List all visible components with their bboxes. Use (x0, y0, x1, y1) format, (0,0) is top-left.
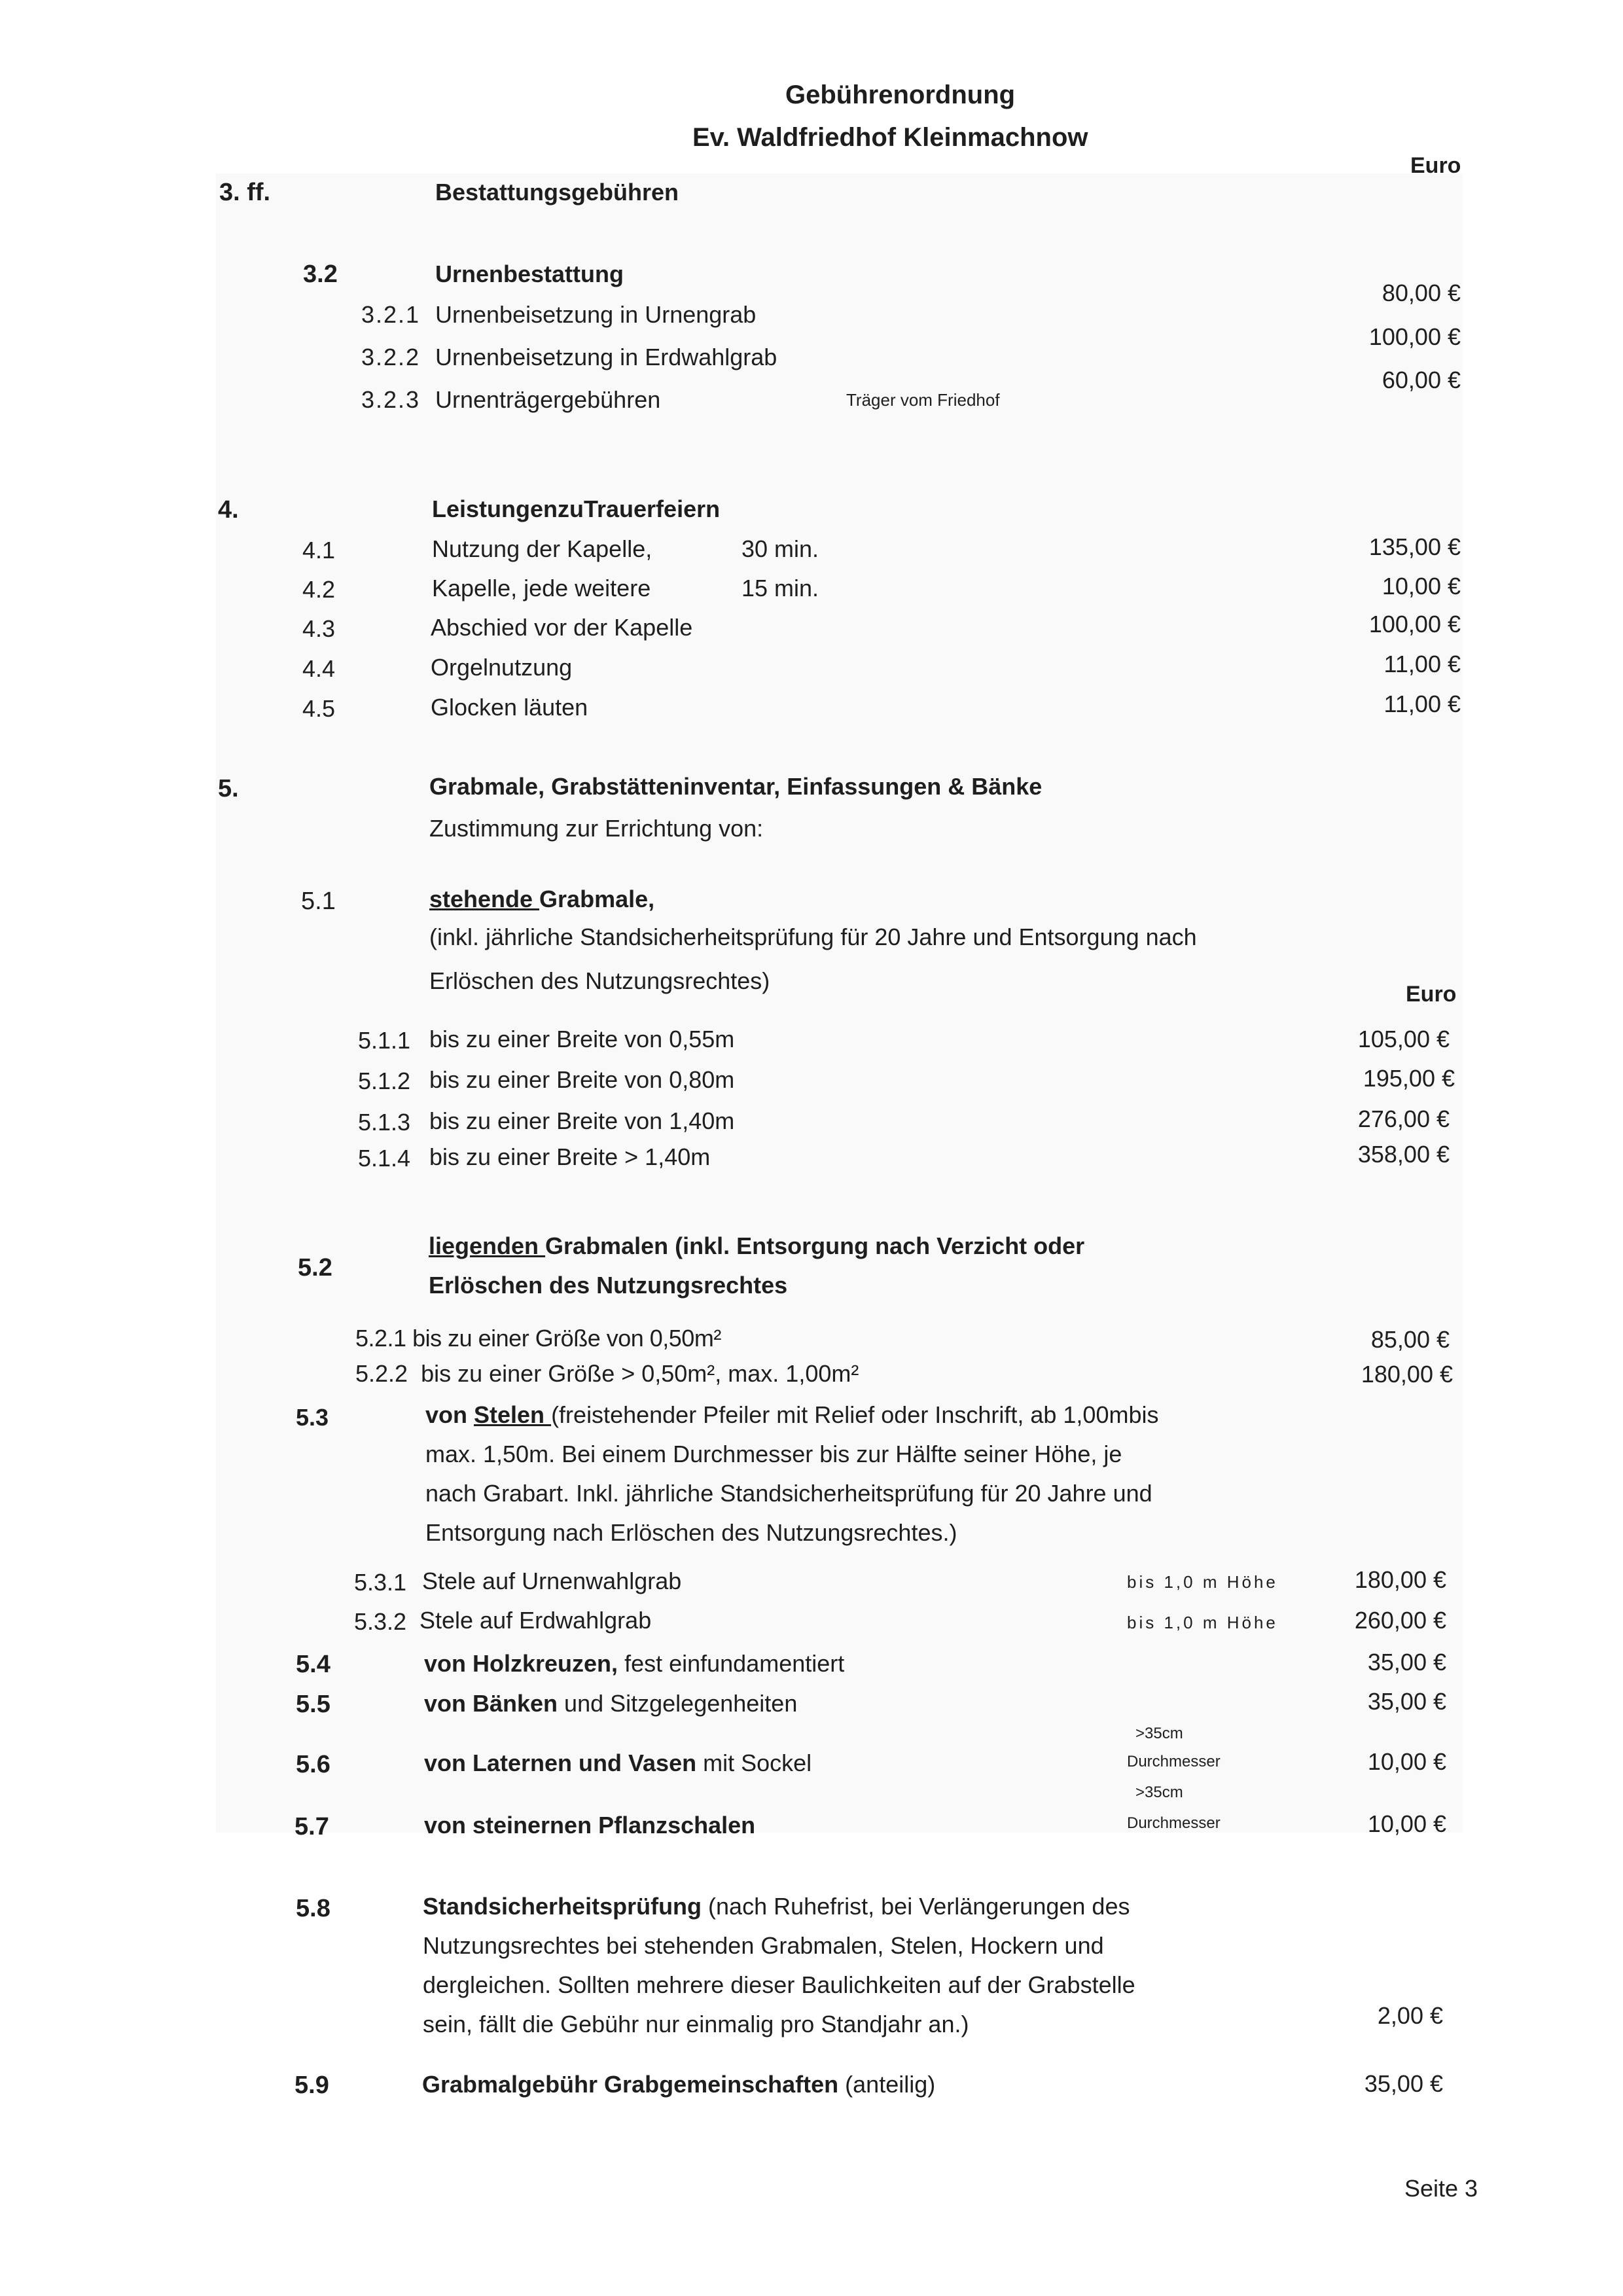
section-5-2-title-line2: Erlöschen des Nutzungsrechtes (429, 1272, 788, 1299)
item-4-3-price: 100,00 € (1368, 611, 1461, 637)
section-5-8-line1 (423, 1895, 1130, 1918)
item-3-2-1-number: 3.2.1 (361, 301, 421, 328)
section-5-8-line1-rest: (nach Ruhefrist, bei Verlängerungen des (702, 1893, 1130, 1920)
item-4-1-price: 135,00 € (1368, 533, 1461, 560)
section-5-5-number: 5.5 (296, 1691, 330, 1718)
section-5-4-price: 35,00 € (1367, 1649, 1446, 1676)
item-5-1-3-number: 5.1.3 (358, 1109, 411, 1136)
section-5-3-title: Stelen (474, 1401, 552, 1428)
section-5-1-desc-line2: Erlöschen des Nutzungsrechtes) (429, 967, 770, 994)
item-5-3-2-price: 260,00 € (1354, 1607, 1446, 1634)
currency-header: Euro (1410, 153, 1461, 178)
item-5-2-2-price: 180,00 € (1361, 1361, 1453, 1388)
section-5-5-price: 35,00 € (1367, 1688, 1446, 1715)
section-5-8-price: 2,00 € (1377, 2002, 1443, 2029)
item-5-1-2-number: 5.1.2 (358, 1067, 411, 1094)
item-4-2-number: 4.2 (302, 576, 336, 603)
item-5-1-3-label: bis zu einer Breite von 1,40m (429, 1107, 735, 1134)
item-3-2-1-label: Urnenbeisetzung in Urnengrab (435, 301, 757, 328)
section-5-4-text (424, 1652, 844, 1676)
item-4-1-number: 4.1 (302, 537, 336, 564)
item-5-3-2-note: bis 1,0 m Höhe (1127, 1613, 1278, 1632)
item-5-2-1-text (355, 1327, 721, 1350)
item-3-2-3-price: 60,00 € (1382, 367, 1461, 393)
item-5-1-4-price: 358,00 € (1357, 1141, 1450, 1168)
item-4-4-label: Orgelnutzung (431, 654, 573, 681)
section-5-5-bold: von Bänken (424, 1690, 558, 1717)
section-5-8-bold: Standsicherheitsprüfung (423, 1893, 702, 1920)
item-3-2-3-label: Urnenträgergebühren (435, 386, 661, 413)
section-5-7-price: 10,00 € (1367, 1810, 1446, 1837)
item-5-1-1-label: bis zu einer Breite von 0,55m (429, 1026, 735, 1052)
section-5-8-line4: sein, fällt die Gebühr nur einmalig pro Standjahr an.) (423, 2011, 969, 2037)
item-5-1-4-number: 5.1.4 (358, 1145, 411, 1172)
item-5-1-3-price: 276,00 € (1357, 1105, 1450, 1132)
section-5-6-number: 5.6 (296, 1751, 330, 1778)
item-3-2-1-price: 80,00 € (1382, 279, 1461, 306)
item-5-2-1-label: bis zu einer Größe von 0,50m² (412, 1325, 721, 1352)
section-5-6-note-2: Durchmesser (1127, 1753, 1221, 1770)
section-5-3-line3: nach Grabart. Inkl. jährliche Standsicherheitsprüfung für 20 Jahre und (425, 1480, 1152, 1507)
section-5-9-text (422, 2073, 935, 2096)
section-5-3-line2: max. 1,50m. Bei einem Durchmesser bis zur Hälfte seiner Höhe, je (425, 1441, 1122, 1467)
section-5-2-number: 5.2 (298, 1254, 332, 1282)
item-5-3-2-label: Stele auf Erdwahlgrab (419, 1607, 652, 1634)
section-3-2-title: Urnenbestattung (435, 260, 624, 287)
item-5-1-1-number: 5.1.1 (358, 1027, 411, 1054)
section-5-6-rest: mit Sockel (696, 1749, 812, 1776)
item-5-1-2-price: 195,00 € (1363, 1065, 1455, 1092)
item-3-2-2-label: Urnenbeisetzung in Erdwahlgrab (435, 344, 777, 370)
section-5-3-line4: Entsorgung nach Erlöschen des Nutzungsrechtes.) (425, 1519, 957, 1546)
section-5-3-number: 5.3 (296, 1404, 329, 1431)
section-5-5-text (424, 1692, 797, 1715)
section-5-1-desc-line1: (inkl. jährliche Standsicherheitsprüfung für 20 Jahre und Entsorgung nach (429, 924, 1197, 950)
section-5-2-title-underlined: liegenden (429, 1232, 546, 1259)
section-5-7-note-1: >35cm (1135, 1784, 1183, 1801)
section-5-4-bold: von Holzkreuzen, (424, 1650, 618, 1677)
item-5-2-2-number: 5.2.2 (355, 1360, 408, 1387)
item-4-5-number: 4.5 (302, 695, 336, 722)
page-number: Seite 3 (1404, 2175, 1478, 2202)
item-5-2-2-text (355, 1362, 859, 1386)
item-5-2-2-label: bis zu einer Größe > 0,50m², max. 1,00m² (421, 1360, 859, 1387)
item-4-5-label: Glocken läuten (431, 694, 588, 721)
item-4-3-number: 4.3 (302, 615, 336, 642)
section-5-subtitle: Zustimmung zur Errichtung von: (429, 815, 764, 842)
document-title: Gebührenordnung (785, 81, 1016, 109)
item-5-2-1-price: 85,00 € (1370, 1326, 1450, 1353)
section-4-title: LeistungenzuTrauerfeiern (432, 495, 721, 522)
item-3-2-2-number: 3.2.2 (361, 344, 421, 370)
item-5-3-1-label: Stele auf Urnenwahlgrab (422, 1568, 682, 1594)
item-4-3-label: Abschied vor der Kapelle (431, 614, 693, 641)
item-3-2-3-note: Träger vom Friedhof (846, 390, 1000, 410)
section-5-9-bold: Grabmalgebühr Grabgemeinschaften (422, 2071, 839, 2098)
section-5-3-line1 (425, 1403, 1158, 1427)
item-4-1-duration: 30 min. (741, 535, 819, 562)
section-5-6-price: 10,00 € (1367, 1748, 1446, 1775)
section-5-8-line3: dergleichen. Sollten mehrere dieser Baulichkeiten auf der Grabstelle (423, 1971, 1135, 1998)
section-5-1-currency: Euro (1406, 982, 1457, 1007)
item-4-1-label: Nutzung der Kapelle, (432, 535, 652, 562)
section-3-number: 3. ff. (219, 179, 271, 206)
item-5-1-4-label: bis zu einer Breite > 1,40m (429, 1143, 711, 1170)
section-5-4-number: 5.4 (296, 1651, 330, 1678)
section-5-2-title (429, 1234, 1084, 1258)
section-5-1-title (429, 888, 654, 911)
section-5-5-rest: und Sitzgelegenheiten (558, 1690, 798, 1717)
section-5-1-title-rest: Grabmale, (539, 886, 655, 912)
item-5-3-1-note: bis 1,0 m Höhe (1127, 1572, 1278, 1592)
item-5-3-1-price: 180,00 € (1354, 1566, 1446, 1593)
section-3-title: Bestattungsgebühren (435, 179, 679, 206)
section-5-6-text (424, 1751, 812, 1775)
section-5-7-note-2: Durchmesser (1127, 1814, 1221, 1832)
section-5-2-title-rest: Grabmalen (inkl. Entsorgung nach Verzicht oder (545, 1232, 1085, 1259)
document-subtitle: Ev. Waldfriedhof Kleinmachnow (692, 123, 1088, 152)
item-4-4-number: 4.4 (302, 655, 336, 682)
section-5-title: Grabmale, Grabstätteninventar, Einfassungen & Bänke (429, 773, 1043, 800)
section-5-6-note-1: >35cm (1135, 1725, 1183, 1742)
section-5-4-rest: fest einfundamentiert (618, 1650, 845, 1677)
item-4-4-price: 11,00 € (1383, 651, 1461, 677)
item-5-1-2-label: bis zu einer Breite von 0,80m (429, 1066, 735, 1093)
item-5-3-1-number: 5.3.1 (354, 1569, 407, 1596)
section-5-7-bold: von steinernen Pflanzschalen (424, 1812, 756, 1839)
section-5-9-rest: (anteilig) (838, 2071, 936, 2098)
section-5-8-line2: Nutzungsrechtes bei stehenden Grabmalen, Stelen, Hockern und (423, 1932, 1104, 1959)
item-4-5-price: 11,00 € (1383, 691, 1461, 717)
section-5-1-number: 5.1 (301, 888, 336, 915)
item-5-3-2-number: 5.3.2 (354, 1608, 407, 1635)
section-5-1-title-underlined: stehende (429, 886, 540, 912)
section-5-9-price: 35,00 € (1364, 2070, 1443, 2097)
section-3-2-number: 3.2 (303, 260, 338, 288)
section-5-6-bold: von Laternen und Vasen (424, 1749, 697, 1776)
item-4-2-price: 10,00 € (1382, 573, 1461, 600)
section-5-3-line1-rest: (freistehender Pfeiler mit Relief oder Inschrift, ab 1,00mbis (551, 1401, 1159, 1428)
item-5-1-1-price: 105,00 € (1357, 1026, 1450, 1052)
item-4-2-label: Kapelle, jede weitere (432, 575, 651, 601)
section-4-number: 4. (218, 496, 239, 524)
item-3-2-2-price: 100,00 € (1368, 323, 1461, 350)
section-5-3-prefix: von (425, 1401, 474, 1428)
section-5-number: 5. (218, 775, 239, 802)
item-5-2-1-number: 5.2.1 (355, 1325, 406, 1352)
item-4-2-duration: 15 min. (741, 575, 819, 601)
section-5-9-number: 5.9 (294, 2072, 329, 2099)
section-5-7-number: 5.7 (294, 1813, 329, 1840)
section-5-8-number: 5.8 (296, 1895, 330, 1922)
item-3-2-3-number: 3.2.3 (361, 386, 421, 413)
